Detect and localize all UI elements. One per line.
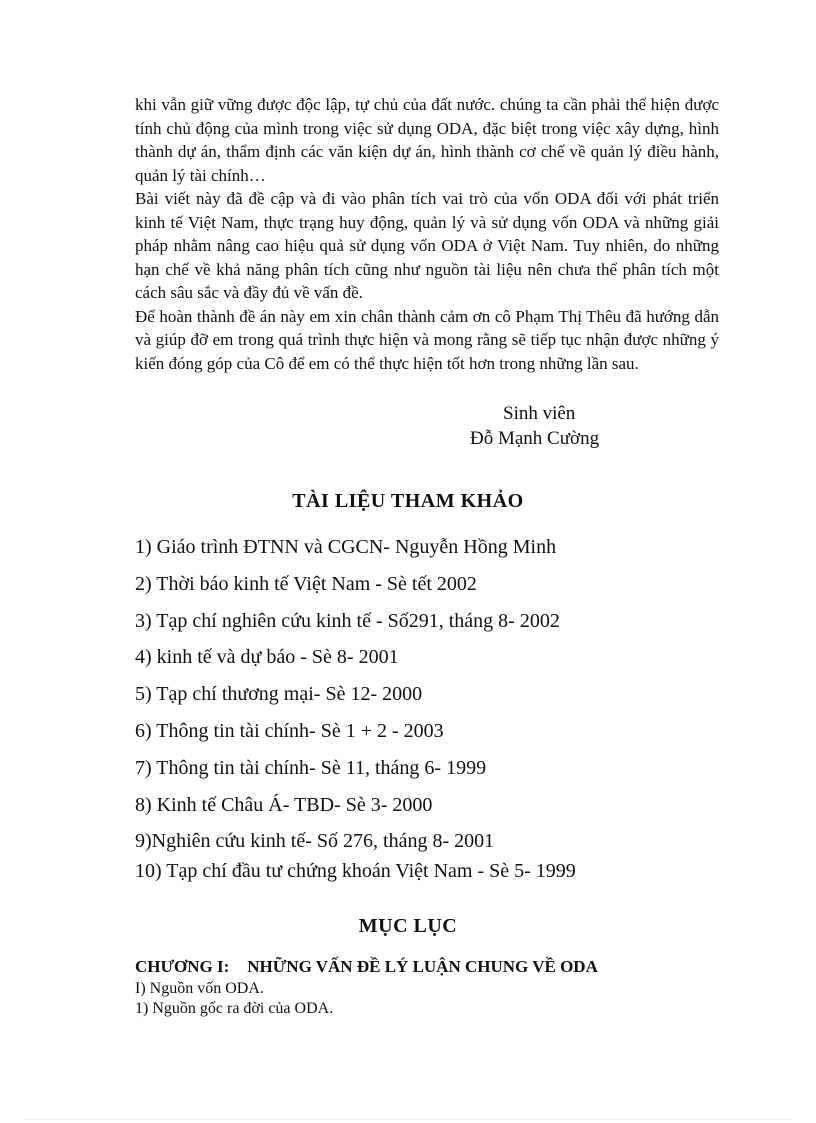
toc-subsection: 1) Nguồn gốc ra đời của ODA.	[135, 1000, 334, 1017]
toc-heading: MỤC LỤC	[358, 915, 458, 937]
conclusion-text	[135, 93, 719, 375]
paragraph: Để hoàn thành đề án này em xin chân thành cảm ơn cô Phạm Thị Thêu đã hướng dẫn và giúp đỡ em trong quá trình thực hiện và mong rằng sẽ tiếp tục nhận được những ý kiến đóng góp của Cô để em có thể thực hiện tốt hơn trong những lần sau.	[135, 306, 719, 373]
toc-section: I) Nguồn vốn ODA.	[135, 980, 264, 997]
reference-item: 5) Tạp chí thương mại- Sè 12- 2000	[135, 683, 423, 706]
signature-role: Sinh viên	[503, 403, 576, 424]
references-heading: TÀI LIỆU THAM KHẢO	[292, 490, 524, 512]
reference-item: 1) Giáo trình ĐTNN và CGCN- Nguyễn Hồng Minh	[135, 536, 557, 558]
reference-item: 9)Nghiên cứu kinh tế- Số 276, tháng 8- 2001	[135, 830, 495, 853]
paragraph: khi vẫn giữ vững được độc lập, tự chủ của đất nước. chúng ta cần phải thể hiện được tính chủ động của mình trong việc sử dụng ODA, đặc biệt trong việc xây dựng, hình thành dự án, thẩm định các văn kiện dự án, hình thành cơ chế về quản lý điều hành, quản lý tài chính…	[135, 95, 719, 185]
toc-chapter-title: NHỮNG VẤN ĐỀ LÝ LUẬN CHUNG VỀ ODA	[247, 957, 598, 976]
references-list	[135, 535, 576, 896]
signature-name: Đỗ Mạnh Cường	[470, 428, 600, 449]
signature-block	[470, 401, 599, 451]
reference-item: 7) Thông tin tài chính- Sè 11, tháng 6- 1999	[135, 756, 487, 779]
page-bottom-rule	[25, 1119, 791, 1120]
toc-chapter-label: CHƯƠNG I:	[135, 957, 230, 976]
reference-item: 8) Kinh tế Châu Á- TBD- Sè 3- 2000	[135, 793, 433, 816]
toc-chapter-heading	[135, 957, 598, 977]
reference-item: 3) Tạp chí nghiên cứu kinh tế - Số291, tháng 8- 2002	[135, 609, 560, 632]
reference-item: 10) Tạp chí đầu tư chứng khoán Việt Nam - Sè 5- 1999	[135, 860, 576, 883]
reference-item: 2) Thời báo kinh tế Việt Nam - Sè tết 2002	[135, 572, 477, 595]
reference-item: 6) Thông tin tài chính- Sè 1 + 2 - 2003	[135, 719, 444, 742]
reference-item: 4) kinh tế và dự báo - Sè 8- 2001	[135, 646, 399, 669]
paragraph: Bài viết này đã đề cập và đi vào phân tích vai trò của vốn ODA đối với phát triển kinh tế Việt Nam, thực trạng huy động, quản lý và sử dụng vốn ODA và những giải pháp nhằm nâng cao hiệu quả sử dụng vốn ODA ở Việt Nam. Tuy nhiên, do những hạn chế về khả năng phân tích cũng như nguồn tài liệu nên chưa thể phân tích một cách sâu sắc và đầy đủ về vấn đề.	[135, 189, 719, 302]
